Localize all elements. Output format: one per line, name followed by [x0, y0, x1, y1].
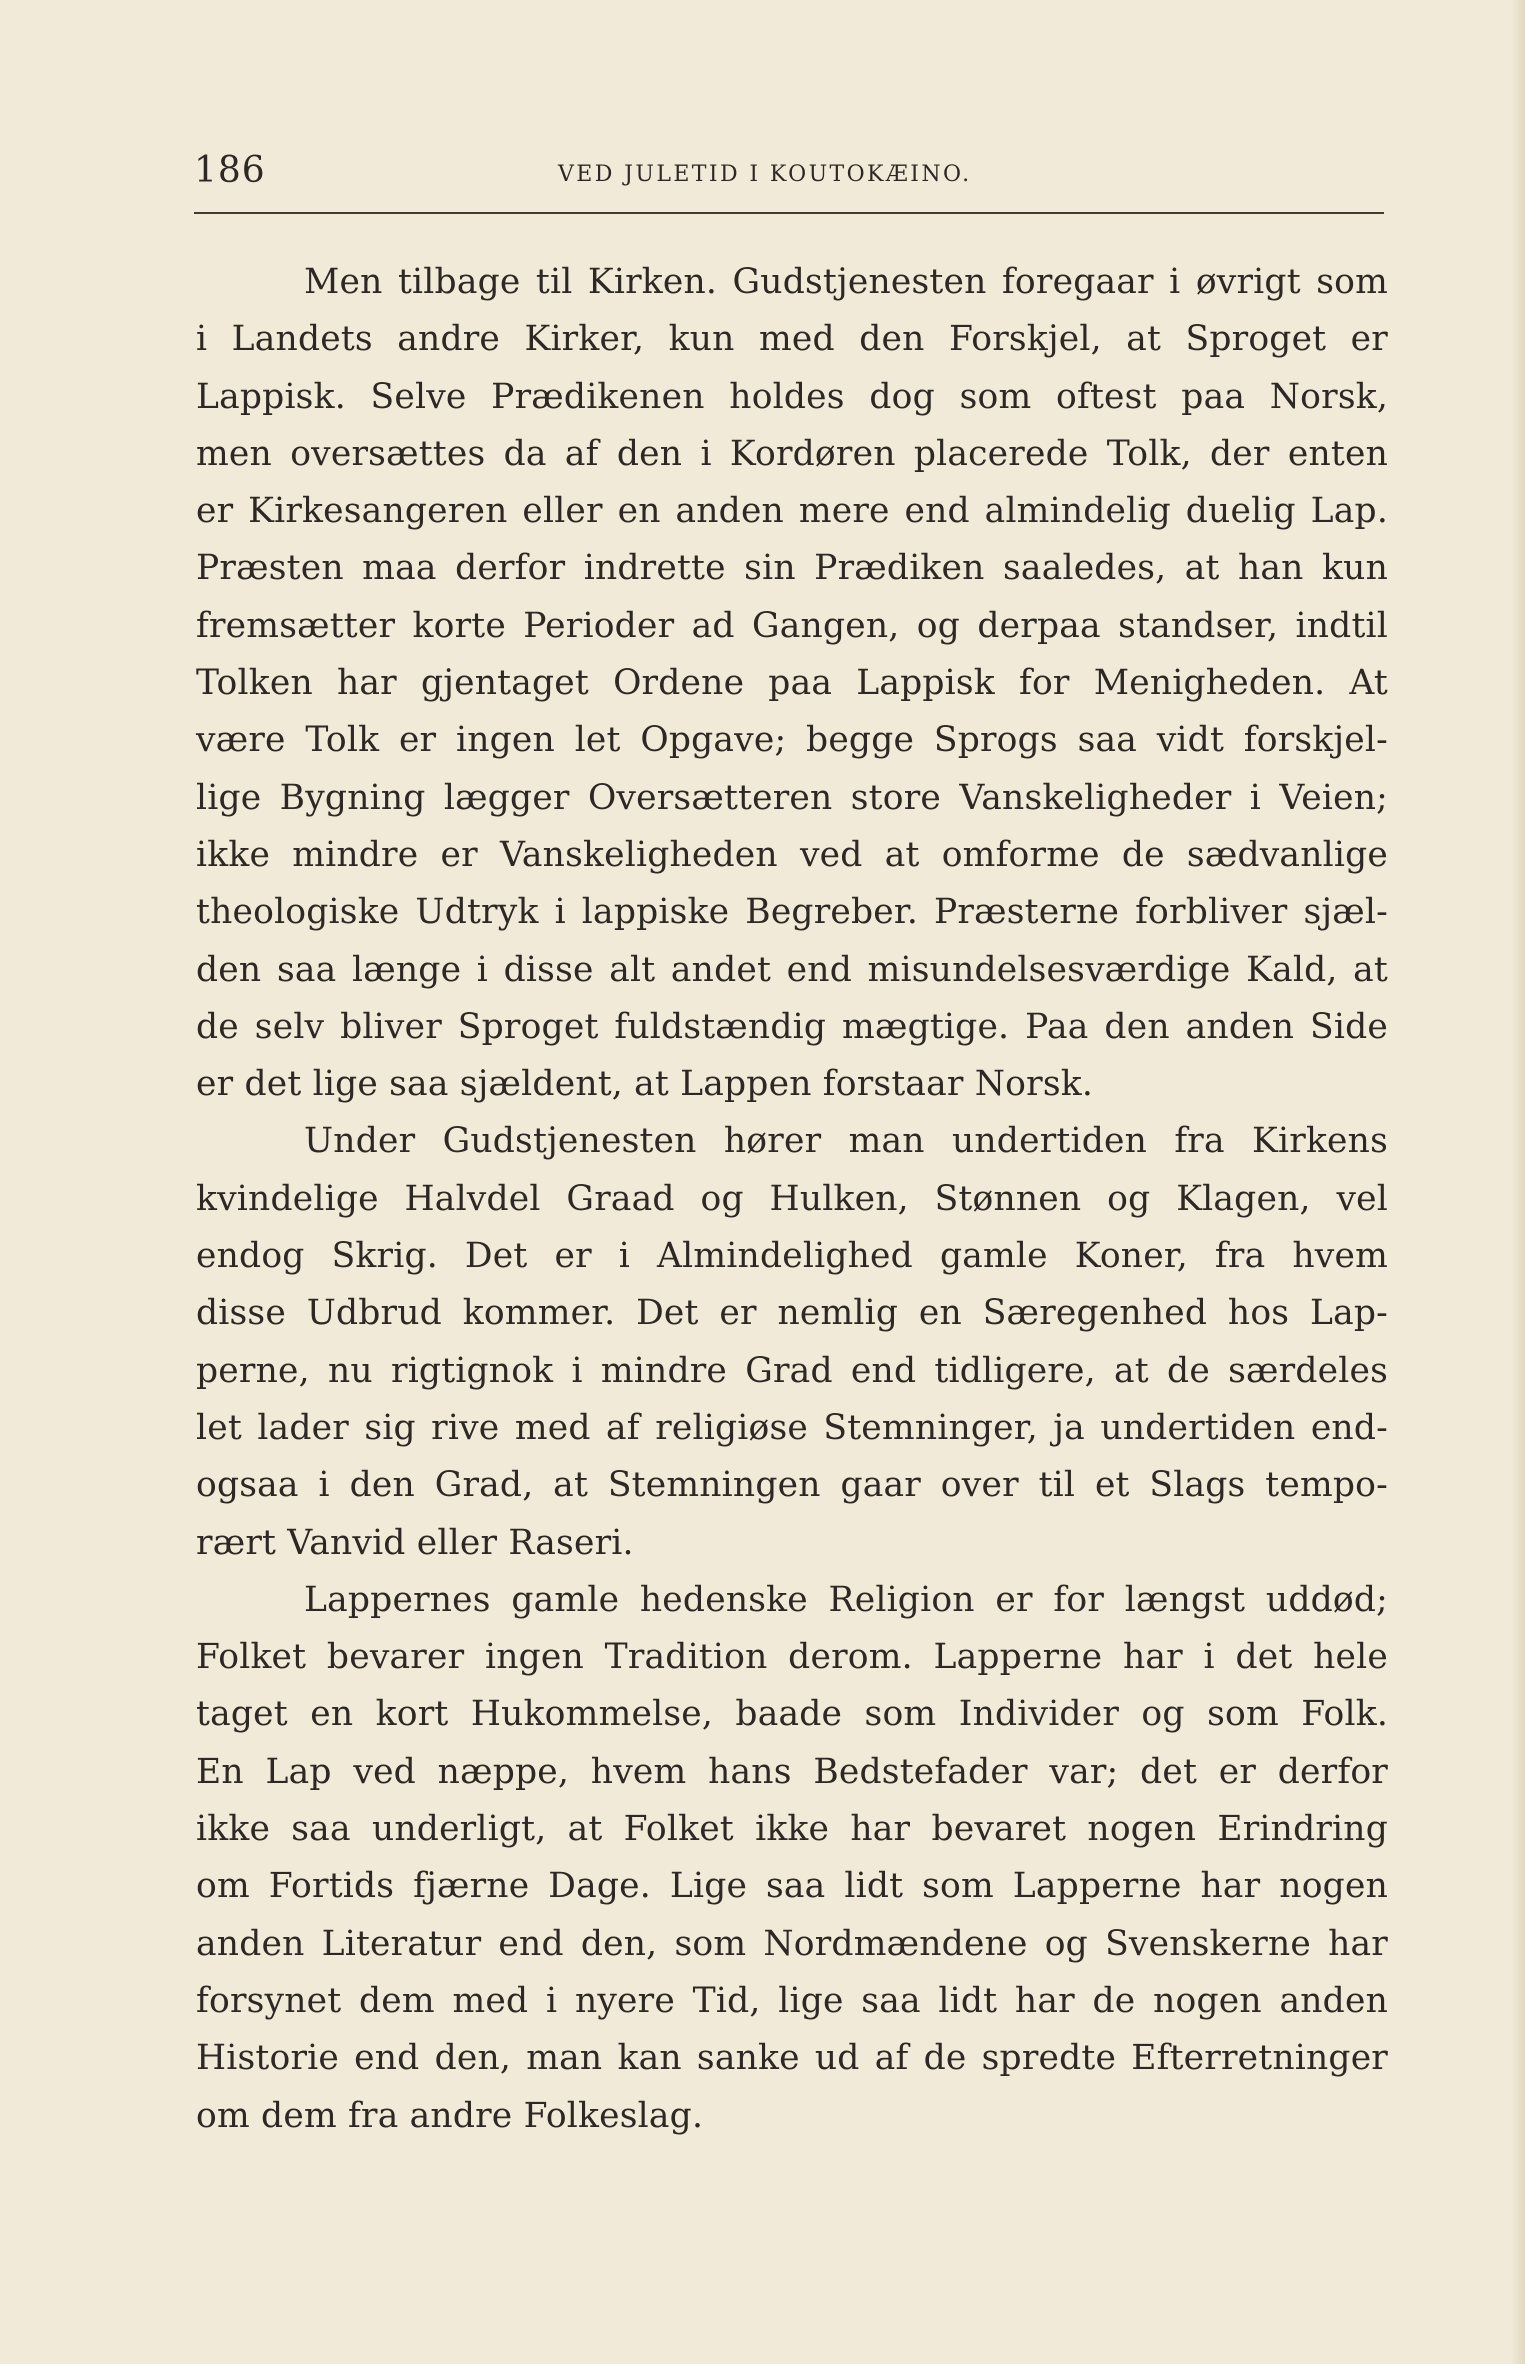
text-line: anden Literatur end den, som Nordmændene og Svenskerne har	[196, 1923, 1388, 1964]
header-rule	[194, 212, 1384, 214]
text-line: En Lap ved næppe, hvem hans Bedstefader var; det er derfor	[196, 1751, 1388, 1792]
text-line: ikke mindre er Vanskeligheden ved at omforme de sædvanlige	[196, 834, 1388, 875]
page-header	[194, 146, 1384, 202]
text-line: let lader sig rive med af religiøse Stemninger, ja undertiden end-	[196, 1407, 1388, 1448]
body-text	[196, 254, 1388, 2145]
text-line: i Landets andre Kirker, kun med den Forskjel, at Sproget er	[196, 319, 1388, 360]
text-line: om Fortids fjærne Dage. Lige saa lidt som Lapperne har nogen	[196, 1866, 1388, 1907]
text-line: om dem fra andre Folkeslag.	[196, 2095, 704, 2136]
running-head: VED JULETID I KOUTOKÆINO.	[558, 162, 972, 187]
text-line: være Tolk er ingen let Opgave; begge Sprogs saa vidt forskjel-	[196, 720, 1388, 761]
text-line: Men tilbage til Kirken. Gudstjenesten foregaar i øvrigt som	[304, 262, 1388, 302]
text-line: ogsaa i den Grad, at Stemningen gaar over til et Slags tempo-	[196, 1465, 1388, 1506]
text-line: forsynet dem med i nyere Tid, lige saa lidt har de nogen anden	[196, 1980, 1388, 2021]
text-line: Præsten maa derfor indrette sin Prædiken saaledes, at han kun	[196, 548, 1388, 589]
text-line: ikke saa underligt, at Folket ikke har bevaret nogen Erindring	[196, 1809, 1388, 1850]
text-line: lige Bygning lægger Oversætteren store Vanskeligheder i Veien;	[196, 777, 1388, 818]
text-line: er Kirkesangeren eller en anden mere end almindelig duelig Lap.	[196, 491, 1388, 532]
page-number: 186	[194, 150, 266, 191]
text-line: men oversættes da af den i Kordøren placerede Tolk, der enten	[196, 433, 1388, 474]
text-line: Lappernes gamle hedenske Religion er for længst uddød;	[304, 1579, 1388, 1620]
text-line: den saa længe i disse alt andet end misundelsesværdige Kald, at	[196, 949, 1388, 990]
text-line: Folket bevarer ingen Tradition derom. Lapperne har i det hele	[196, 1637, 1388, 1678]
text-line: disse Udbrud kommer. Det er nemlig en Særegenhed hos Lap-	[196, 1293, 1388, 1334]
page-edge-shadow	[1511, 0, 1525, 2364]
text-line: er det lige saa sjældent, at Lappen forstaar Norsk.	[196, 1064, 1094, 1105]
text-line: Historie end den, man kan sanke ud af de spredte Efterretninger	[196, 2038, 1388, 2079]
text-line: de selv bliver Sproget fuldstændig mægtige. Paa den anden Side	[196, 1006, 1388, 1047]
text-line: Under Gudstjenesten hører man undertiden fra Kirkens	[304, 1121, 1388, 1162]
text-line: endog Skrig. Det er i Almindelighed gamle Koner, fra hvem	[196, 1236, 1388, 1277]
text-line: taget en kort Hukommelse, baade som Individer og som Folk.	[196, 1694, 1388, 1735]
text-line: Tolken har gjentaget Ordene paa Lappisk for Menigheden. At	[196, 663, 1388, 704]
text-line: rært Vanvid eller Raseri.	[196, 1522, 634, 1563]
text-line: kvindelige Halvdel Graad og Hulken, Stønnen og Klagen, vel	[196, 1178, 1388, 1219]
text-line: theologiske Udtryk i lappiske Begreber. Præsterne forbliver sjæl-	[196, 892, 1388, 933]
text-line: fremsætter korte Perioder ad Gangen, og derpaa standser, indtil	[196, 605, 1388, 646]
text-line: perne, nu rigtignok i mindre Grad end tidligere, at de særdeles	[196, 1350, 1388, 1391]
text-line: Lappisk. Selve Prædikenen holdes dog som oftest paa Norsk,	[196, 376, 1388, 417]
